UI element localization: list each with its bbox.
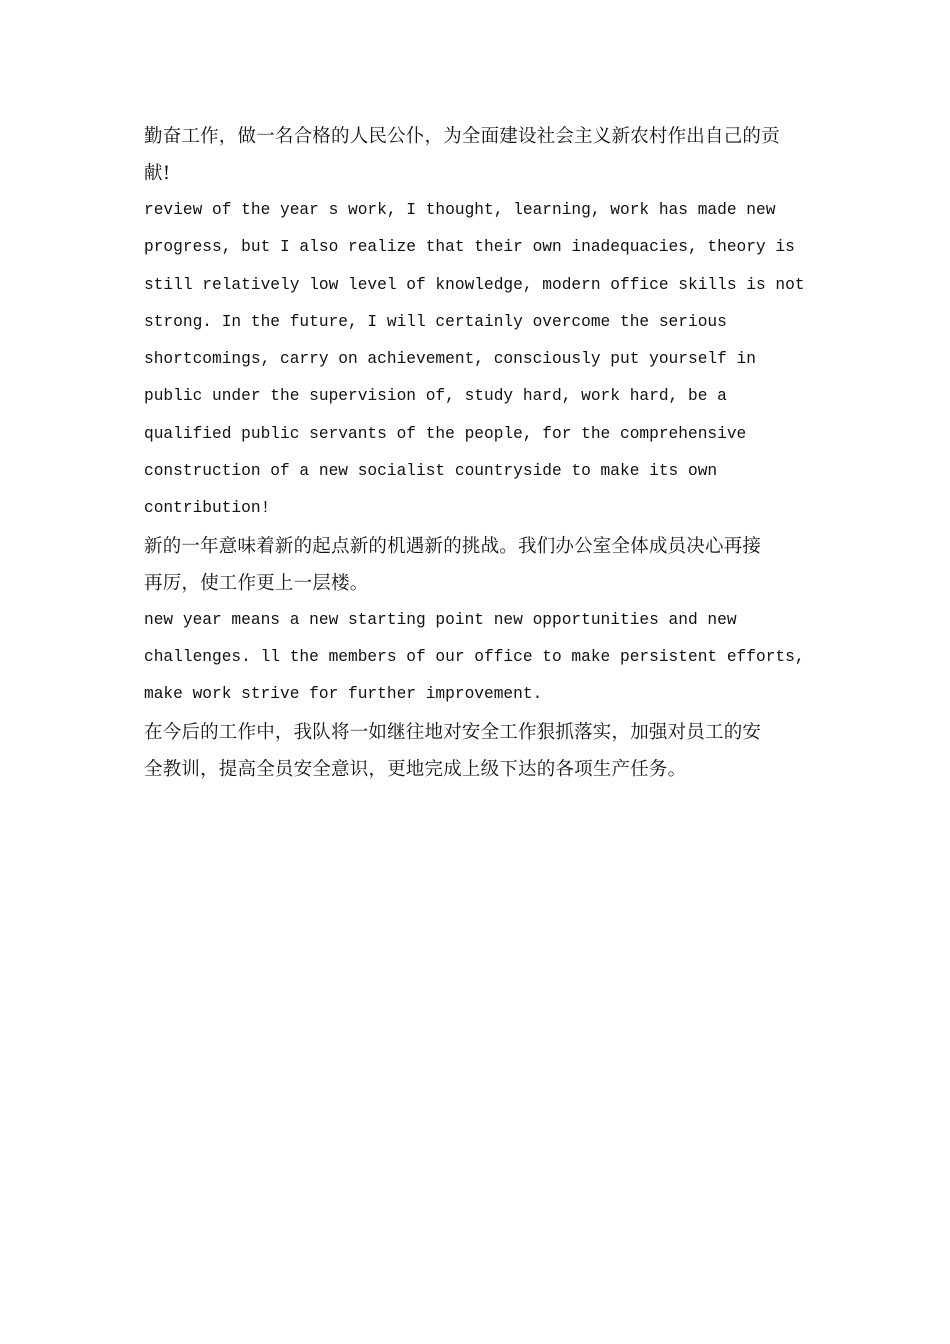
paragraph-en-2: new year means a new starting point new opportunities and new challenges. ll the members of our office to make persistent efforts, make work strive for further improvement. — [144, 610, 805, 704]
paragraph-zh-2: 新的一年意味着新的起点新的机遇新的挑战。我们办公室全体成员决心再接 再厉，使工作更上一层楼。 — [144, 535, 762, 594]
document-body — [144, 118, 809, 788]
paragraph-zh-3: 在今后的工作中，我队将一如继往地对安全工作狠抓落实，加强对员工的安 全教训，提高全员安全意识，更地完成上级下达的各项生产任务。 — [144, 721, 762, 780]
paragraph-en-1: review of the year s work, I thought, learning, work has made new progress, but I also realize that their own inadequacies, theory is still relatively low level of knowledge, modern office skills is not strong. In the future, I will certainly overcome the serious shortcomings, carry on achievement, consciously put yourself in public under the supervision of, study hard, work hard, be a qualified public servants of the people, for the comprehensive construction of a new socialist countryside to make its own contribution! — [144, 201, 805, 518]
paragraph-zh-1: 勤奋工作，做一名合格的人民公仆，为全面建设社会主义新农村作出自己的贡 献! — [144, 126, 780, 184]
